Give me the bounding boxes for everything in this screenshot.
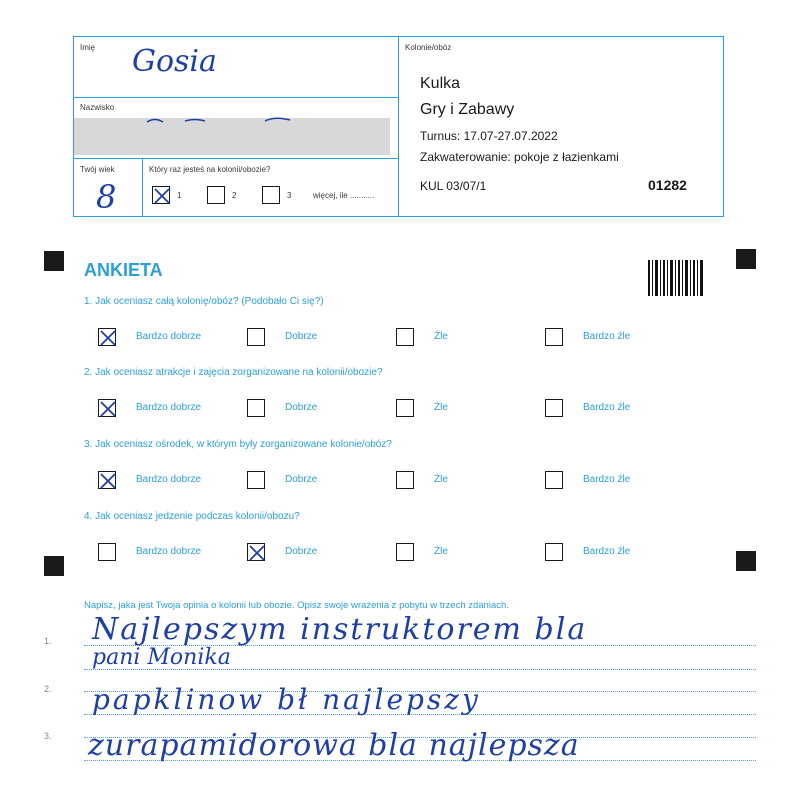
question-2-option-4-label: Bardzo źle <box>583 402 631 413</box>
question-4-text: 4. Jak oceniasz jedzenie podczas kolonii/obozu? <box>84 511 300 522</box>
ktory-raz-option-2: 2 <box>232 191 237 200</box>
kolonia-code: KUL 03/07/1 <box>420 179 487 193</box>
question-4-option-4-label: Bardzo źle <box>583 546 631 557</box>
ktory-raz-checkbox-1[interactable] <box>152 186 170 204</box>
nazwisko-label: Nazwisko <box>80 103 115 112</box>
handwriting-line-1: Najlepszym instruktorem bla <box>92 612 588 647</box>
question-1-checkbox-4[interactable] <box>545 328 563 346</box>
question-3-checkbox-2[interactable] <box>247 471 265 489</box>
kolonia-program: Gry i Zabawy <box>420 101 515 118</box>
wiek-value: 8 <box>96 178 117 216</box>
imie-value: Gosia <box>132 44 217 79</box>
barcode-icon <box>648 260 704 296</box>
header-vertical-divider <box>398 36 399 217</box>
ktory-raz-option-3: 3 <box>287 191 292 200</box>
registration-marker-top-right <box>736 249 756 269</box>
handwriting-line-4: zurapamidorowa bla najlepsza <box>88 728 580 763</box>
line-number-2: 2. <box>44 684 52 694</box>
question-1-checkbox-3[interactable] <box>396 328 414 346</box>
handwriting-line-2: pani Monika <box>92 645 231 670</box>
question-3-option-3-label: Źle <box>434 474 448 485</box>
question-1-option-3-label: Źle <box>434 331 448 342</box>
question-3-checkbox-3[interactable] <box>396 471 414 489</box>
question-3-option-2-label: Dobrze <box>285 474 318 485</box>
question-3-checkbox-1[interactable] <box>98 471 116 489</box>
document-number: 01282 <box>648 177 687 193</box>
handwriting-line-3: papklinow bł najlepszy <box>92 683 481 716</box>
registration-marker-bottom-right <box>736 551 756 571</box>
question-3-checkbox-4[interactable] <box>545 471 563 489</box>
question-1-option-1-label: Bardzo dobrze <box>136 331 202 342</box>
opinion-prompt: Napisz, jaka jest Twoja opinia o kolonii lub obozie. Opisz swoje wrażenia z pobytu w trzech zdaniach. <box>84 600 509 611</box>
question-3-option-1-label: Bardzo dobrze <box>136 474 202 485</box>
kolonia-name: Kulka <box>420 75 461 92</box>
question-3-option-4-label: Bardzo źle <box>583 474 631 485</box>
survey-title: ANKIETA <box>84 260 163 280</box>
question-1-checkbox-2[interactable] <box>247 328 265 346</box>
ktory-raz-label: Który raz jesteś na kolonii/obozie? <box>149 165 271 174</box>
question-2-text: 2. Jak oceniasz atrakcje i zajęcia zorganizowane na kolonii/obozie? <box>84 367 383 378</box>
question-1-text: 1. Jak oceniasz całą kolonię/obóz? (Podobało Ci się?) <box>84 296 324 307</box>
question-4-checkbox-2[interactable] <box>247 543 265 561</box>
question-1-checkbox-1[interactable] <box>98 328 116 346</box>
question-4-option-1-label: Bardzo dobrze <box>136 546 202 557</box>
question-4-checkbox-1[interactable] <box>98 543 116 561</box>
question-2-option-3-label: Źle <box>434 402 448 413</box>
question-2-checkbox-2[interactable] <box>247 399 265 417</box>
registration-marker-top-left <box>44 251 64 271</box>
question-4-option-3-label: Źle <box>434 546 448 557</box>
wiecej-label: więcej, ile ........... <box>313 191 375 200</box>
nazwisko-ink-trace <box>145 110 295 118</box>
ktory-raz-option-1: 1 <box>177 191 182 200</box>
question-1-option-2-label: Dobrze <box>285 331 318 342</box>
turnus: Turnus: 17.07-27.07.2022 <box>420 129 558 143</box>
question-2-checkbox-4[interactable] <box>545 399 563 417</box>
header-divider-1 <box>73 97 399 98</box>
zakwaterowanie: Zakwaterowanie: pokoje z łazienkami <box>420 150 619 164</box>
question-3-text: 3. Jak oceniasz ośrodek, w którym były zorganizowane kolonie/obóz? <box>84 439 392 450</box>
line-number-1: 1. <box>44 636 52 646</box>
question-4-option-2-label: Dobrze <box>285 546 318 557</box>
nazwisko-redacted <box>74 118 390 155</box>
question-4-checkbox-3[interactable] <box>396 543 414 561</box>
kolonia-label: Kolonie/obóz <box>405 43 452 52</box>
ktory-raz-checkbox-2[interactable] <box>207 186 225 204</box>
line-number-3: 3. <box>44 731 52 741</box>
wiek-label: Twój wiek <box>80 165 115 174</box>
question-2-checkbox-1[interactable] <box>98 399 116 417</box>
question-2-checkbox-3[interactable] <box>396 399 414 417</box>
question-1-option-4-label: Bardzo źle <box>583 331 631 342</box>
registration-marker-bottom-left <box>44 556 64 576</box>
header-divider-2 <box>73 158 399 159</box>
question-2-option-1-label: Bardzo dobrze <box>136 402 202 413</box>
imie-label: Imię <box>80 43 96 52</box>
ktory-raz-checkbox-3[interactable] <box>262 186 280 204</box>
question-4-checkbox-4[interactable] <box>545 543 563 561</box>
question-2-option-2-label: Dobrze <box>285 402 318 413</box>
header-divider-3 <box>142 158 143 217</box>
